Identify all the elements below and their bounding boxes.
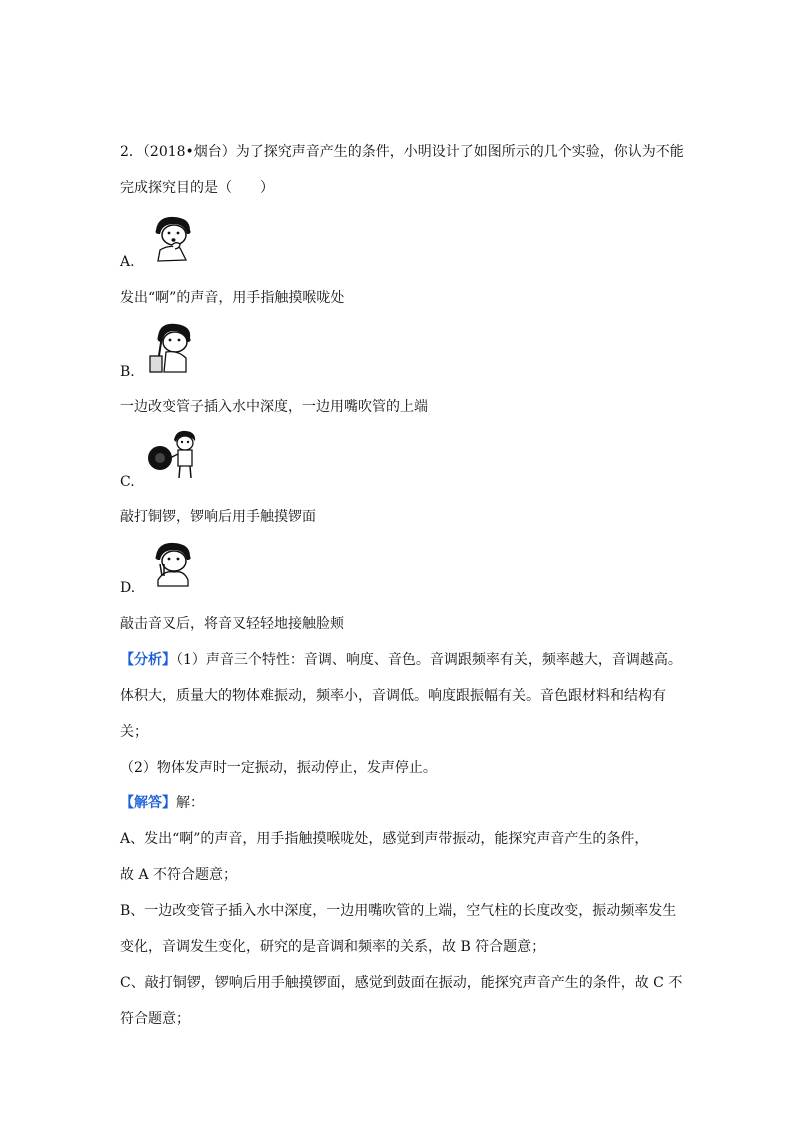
- analysis-text-1: （1）声音三个特性：音调、响度、音色。音调跟频率有关，频率越大，音调越高。: [176, 652, 682, 668]
- child-touching-throat-figure: [150, 214, 196, 264]
- option-c-letter: C.: [120, 474, 135, 490]
- answer-c-line-2: 符合题意；: [120, 1011, 190, 1027]
- option-b-text: 一边改变管子插入水中深度，一边用嘴吹管的上端: [120, 399, 428, 415]
- answer-intro: 解：: [176, 795, 204, 811]
- question-line-1: 2．（2018•烟台）为了探究声音产生的条件，小明设计了如图所示的几个实验，你认为不能: [120, 144, 684, 160]
- analysis-line-3: 关；: [120, 724, 148, 740]
- answer-tag: 【解答】: [120, 795, 176, 811]
- option-a-letter: A.: [120, 254, 135, 270]
- analysis-line-2: 体积大，质量大的物体难振动，频率小，音调低。响度跟振幅有关。音色跟材料和结构有: [120, 688, 666, 704]
- answer-a-line-2: 故 A 不符合题意；: [120, 867, 238, 883]
- option-d-text: 敲击音叉后，将音叉轻轻地接触脸颊: [120, 616, 344, 632]
- answer-header: [120, 793, 204, 813]
- analysis-line-4: （2）物体发声时一定振动，振动停止，发声停止。: [120, 760, 437, 776]
- answer-c-line-1: C、敲打铜锣，锣响后用手触摸锣面，感觉到鼓面在振动，能探究声音产生的条件，故 C 不: [120, 975, 683, 991]
- analysis-line-1: [120, 650, 682, 670]
- child-with-gong-figure: [146, 430, 198, 480]
- analysis-tag: 【分析】: [120, 652, 176, 668]
- child-tuning-fork-figure: [148, 540, 196, 588]
- option-c-text: 敲打铜锣，锣响后用手触摸锣面: [120, 509, 316, 525]
- option-b-letter: B.: [120, 364, 135, 380]
- child-blowing-tube-figure: [148, 322, 196, 374]
- option-a-text: 发出“啊”的声音，用手指触摸喉咙处: [120, 290, 345, 306]
- answer-b-line-2: 变化，音调发生变化，研究的是音调和频率的关系，故 B 符合题意；: [120, 939, 546, 955]
- answer-a-line-1: A、发出“啊”的声音，用手指触摸喉咙处，感觉到声带振动，能探究声音产生的条件，: [120, 831, 649, 847]
- answer-b-line-1: B、一边改变管子插入水中深度，一边用嘴吹管的上端，空气柱的长度改变，振动频率发生: [120, 903, 677, 919]
- question-line-2: 完成探究目的是（ ）: [120, 180, 274, 196]
- option-d-letter: D.: [120, 580, 136, 596]
